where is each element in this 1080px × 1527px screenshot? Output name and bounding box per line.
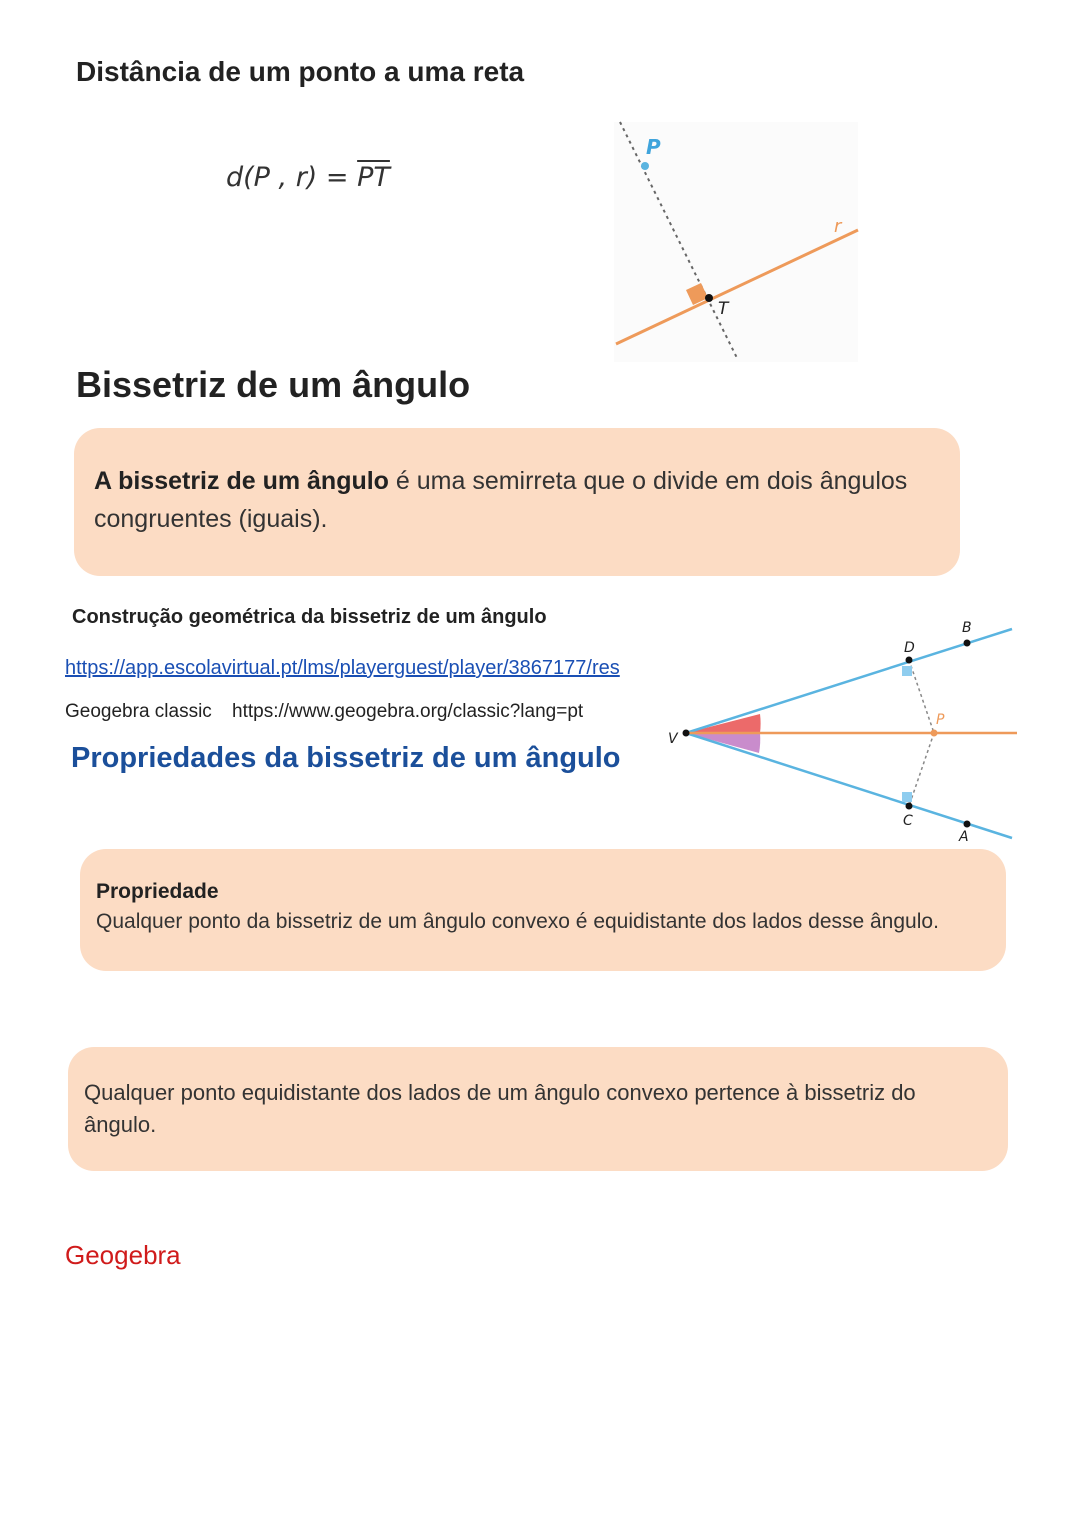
property-text: Qualquer ponto da bissetriz de um ângulo convexo é equidistante dos lados desse ângulo.: [96, 910, 939, 933]
label-d: D: [904, 640, 915, 656]
point-p: [641, 162, 649, 170]
point-p-bisector: [931, 730, 938, 737]
right-angle-c: [902, 792, 912, 802]
label-r: r: [834, 216, 842, 237]
point-d: [906, 657, 913, 664]
label-v: V: [668, 731, 678, 747]
bisector-figure: [660, 612, 1025, 844]
label-p2: P: [936, 712, 945, 728]
label-t: T: [718, 299, 729, 319]
construction-title: Construção geométrica da bissetriz de um ângulo: [72, 606, 547, 628]
point-t: [705, 294, 713, 302]
label-b: B: [962, 620, 972, 636]
point-b: [964, 640, 971, 647]
side-b: [686, 629, 1012, 733]
label-p: P: [646, 135, 661, 159]
geogebra-classic-url[interactable]: https://www.geogebra.org/classic?lang=pt: [232, 701, 584, 722]
distance-figure: [600, 118, 870, 368]
properties-title: Propriedades da bissetriz de um ângulo: [71, 742, 621, 774]
label-c: C: [903, 813, 913, 829]
right-angle-d: [902, 666, 912, 676]
definition-rest: é uma semirreta que o divide em dois ângulos congruentes (iguais).: [94, 467, 908, 533]
formula-left: d(P , r) =: [226, 162, 358, 193]
property-heading: Propriedade: [96, 880, 219, 903]
definition-text: [94, 462, 944, 538]
point-a: [964, 821, 971, 828]
section-title-bisector: Bissetriz de um ângulo: [76, 364, 471, 405]
section-title-distance: Distância de um ponto a uma reta: [76, 56, 525, 87]
reciprocal-text: Qualquer ponto equidistante dos lados de um ângulo convexo pertence à bissetriz do ângulo.: [84, 1080, 916, 1137]
escola-virtual-link[interactable]: https://app.escolavirtual.pt/lms/playerguest/player/3867177/res: [65, 657, 620, 679]
perpendicular-pd: [909, 660, 934, 733]
side-a: [686, 733, 1012, 838]
distance-formula: [226, 162, 390, 193]
definition-bold: A bissetriz de um ângulo: [94, 467, 389, 495]
point-c: [906, 803, 913, 810]
geogebra-link[interactable]: Geogebra: [65, 1240, 181, 1270]
geogebra-classic-label: Geogebra classic: [65, 701, 212, 722]
label-a: A: [959, 829, 969, 844]
perpendicular-pc: [909, 733, 934, 806]
formula-segment: $\overline{PT}$: [357, 162, 390, 193]
point-v: [683, 730, 690, 737]
